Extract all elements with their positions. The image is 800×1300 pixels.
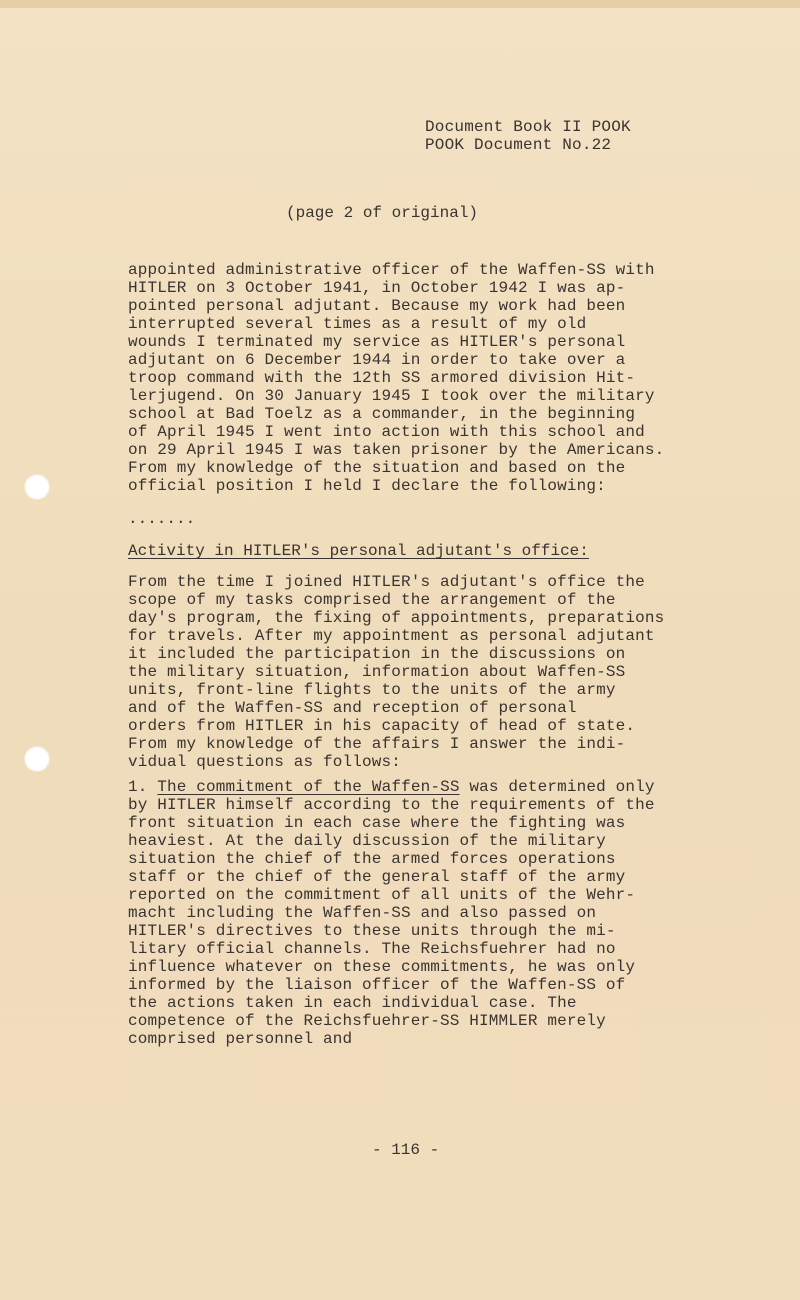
document-number-line: POOK Document No.22	[425, 136, 612, 154]
opening-paragraph: appointed administrative officer of the Waffen-SS with HITLER on 3 October 1941, in October 1942 I was ap- pointed personal adjutant. Because my work had been interrupted several times as a result of my old wounds I terminated my service as HITLER's personal adjutant on 6 December 1944 in order to take over a troop command with the 12th SS armored division Hit- lerjugend. On 30 January 1945 I took over the military school at Bad Toelz as a commander, in the beginning of April 1945 I went into action with this school and on 29 April 1945 I was taken prisoner by the Americans. From my knowledge of the situation and based on the official position I held I declare the following:	[128, 261, 665, 495]
punch-hole-bottom	[24, 746, 50, 772]
section-heading: Activity in HITLER's personal adjutant's office:	[128, 542, 589, 560]
page-reference: (page 2 of original)	[286, 204, 479, 222]
item-text-first-line: was determined only	[459, 778, 655, 796]
item-text-body: by HITLER himself according to the requirements of the front situation in each case where the fighting was heaviest. At the daily discussion of the military situation the chief of the armed forces operations staff or the chief of the general staff of the army reported on the commitment of all units of the Wehr- macht including the Waffen-SS and also passed on HITLER's directives to these units through the mi- litary official channels. The Reichsfuehrer had no influence whatever on these commitments, he was only informed by the liaison officer of the Waffen-SS of the actions taken in each individual case. The competence of the Reichsfuehrer-SS HIMMLER merely comprised personnel and	[128, 796, 655, 1048]
punch-hole-top	[24, 474, 50, 500]
item-title: The commitment of the Waffen-SS	[157, 778, 460, 796]
page-top-edge	[0, 0, 800, 8]
omission-marker: .......	[128, 510, 196, 528]
document-reference	[425, 118, 631, 154]
page-number: - 116 -	[372, 1141, 440, 1159]
item-number: 1.	[128, 778, 148, 796]
document-book-line: Document Book II POOK	[425, 118, 631, 136]
activity-paragraph: From the time I joined HITLER's adjutant's office the scope of my tasks comprised the arrangement of the day's program, the fixing of appointments, preparations for travels. After my appointment as personal adjutant it included the participation in the discussions on the military situation, information about Waffen-SS units, front-line flights to the units of the army and of the Waffen-SS and reception of personal orders from HITLER in his capacity of head of state. From my knowledge of the affairs I answer the indi- vidual questions as follows:	[128, 573, 665, 771]
item-1-paragraph	[128, 778, 688, 1048]
